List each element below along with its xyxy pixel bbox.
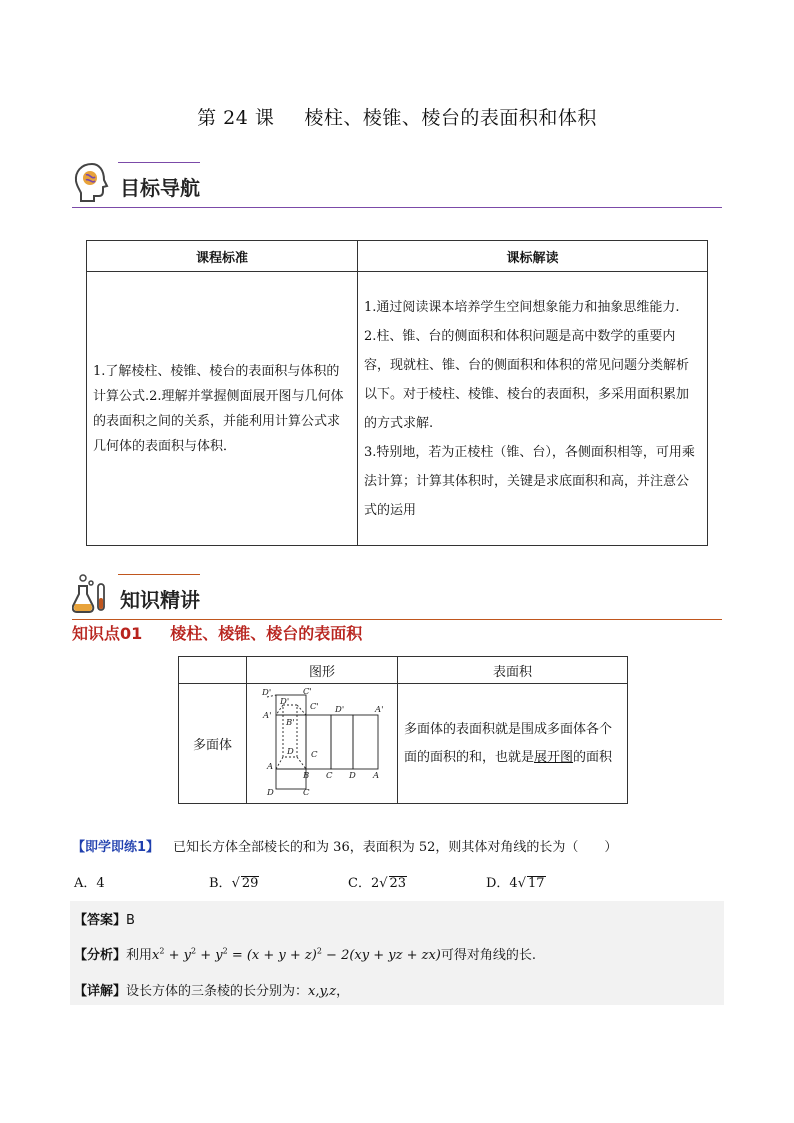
definition-text: 多面体的表面积就是围成多面体各个面的面积的和，也就是 [404, 721, 613, 765]
label-D-base: D [267, 787, 274, 798]
label-B-prime: B' [286, 717, 295, 728]
option-b[interactable] [209, 872, 259, 891]
header-surface-area: 表面积 [398, 657, 628, 684]
prism-net-diagram [247, 685, 397, 803]
answer-label: 【答案】 [74, 913, 127, 928]
answer-value: B [126, 913, 135, 928]
label-D-bottom: D [349, 770, 356, 781]
option-letter: B． [209, 876, 232, 891]
exercise-text: 已知长方体全部棱长的和为 36，表面积为 52，则其体对角线的长为（ ） [173, 840, 618, 855]
option-letter: A． [74, 876, 97, 891]
analysis-line [74, 944, 536, 963]
interpretation-cell [358, 272, 708, 546]
analysis-post: 可得对角线的长. [440, 948, 536, 963]
label-D-prime-inner: D' [280, 696, 290, 707]
net-figure-cell [247, 684, 398, 804]
label-A-bottom: A [373, 770, 380, 781]
option-value: 23 [389, 876, 407, 891]
section-top-rule [118, 162, 200, 163]
label-D: D [287, 746, 294, 757]
solution-box [70, 901, 724, 1005]
section-rule [72, 207, 722, 208]
section-title: 目标导航 [120, 176, 200, 200]
label-C-prime: C' [303, 686, 312, 697]
table-header-standard: 课程标准 [87, 241, 358, 272]
standard-text: 1.了解棱柱、棱锥、棱台的表面积与体积的计算公式.2.理解并掌握侧面展开图与几何体的表面积之间的关系，并能利用计算公式求几何体的表面积与体积． [87, 272, 358, 546]
interpretation-point-1: 1.通过阅读课本培养学生空间想象能力和抽象思维能力. [364, 299, 680, 315]
section-rule [72, 619, 722, 620]
label-C-base: C [303, 787, 310, 798]
head-brain-icon [72, 160, 112, 204]
label-C-prime-inner: C' [310, 701, 319, 712]
section-top-rule [118, 574, 200, 575]
knowledge-point-name: 棱柱、棱锥、棱台的表面积 [170, 624, 363, 643]
option-a[interactable] [74, 872, 105, 891]
answer-line [74, 909, 135, 928]
formula: $x^2 + y^2 + y^2 = (x + y + z)^2 - 2(xy$ + yz + zx) [152, 946, 441, 963]
definition-text-end: 的面积 [573, 749, 613, 765]
label-A-prime-right: A' [375, 704, 384, 715]
detail-vars: x,y,z [308, 984, 337, 999]
detail-line [74, 980, 349, 999]
header-figure: 图形 [247, 657, 398, 684]
lesson-number: 第 24 课 [197, 107, 275, 129]
page-title [0, 103, 794, 130]
option-value: 4 [96, 876, 105, 891]
lesson-topic: 棱柱、棱锥、棱台的表面积和体积 [304, 107, 597, 129]
option-value: 17 [528, 876, 545, 891]
section-title: 知识精讲 [120, 588, 200, 612]
surface-area-definition [398, 684, 628, 804]
section-header-goals [72, 160, 722, 208]
detail-text: 设长方体的三条棱的长分别为： [126, 984, 309, 999]
label-A: A [267, 761, 274, 772]
lab-flask-icon [72, 572, 112, 616]
detail-label: 【详解】 [74, 984, 127, 999]
sqrt-icon: √ [379, 876, 388, 891]
interpretation-point-3: 3.特别地，若为正棱柱（锥、台），各侧面积相等，可用乘法计算；计算其体积时，关键是求底面积和高，并注意公式的运用 [364, 444, 695, 518]
section-header-knowledge [72, 572, 722, 620]
definition-keyword-net: 展开图 [534, 749, 574, 765]
sqrt-icon: √ [231, 876, 240, 891]
option-letter: C．2 [348, 876, 380, 891]
curriculum-standards-table [86, 240, 708, 546]
answer-options [0, 872, 794, 892]
label-A-prime: A' [263, 710, 272, 721]
analysis-label: 【分析】 [74, 948, 127, 963]
exercise-tag: 【即学即练1】 [72, 840, 160, 855]
interpretation-point-2: 2.柱、锥、台的侧面积和体积问题是高中数学的重要内容，现就柱、锥、台的侧面积和体积的常见问题分类解析以下。对于棱柱、棱锥、棱台的表面积，多采用面积累加的方式求解. [364, 328, 690, 431]
label-D-prime: D' [262, 687, 272, 698]
detail-end: ， [336, 984, 350, 999]
label-C: C [311, 749, 318, 760]
knowledge-point-number: 知识点01 [72, 624, 143, 643]
option-c[interactable] [348, 872, 407, 891]
row-label-polyhedron: 多面体 [179, 684, 247, 804]
option-d[interactable] [486, 872, 546, 891]
surface-area-table [178, 656, 628, 804]
label-B: B [303, 770, 310, 781]
table-header-interpretation: 课标解读 [358, 241, 708, 272]
label-C-bottom: C [326, 770, 333, 781]
exercise-question [72, 836, 617, 855]
sqrt-icon: √ [517, 876, 526, 891]
option-letter: D．4 [486, 876, 518, 891]
analysis-pre: 利用 [126, 948, 153, 963]
corner-cell [179, 657, 247, 684]
knowledge-point-title [72, 621, 362, 644]
option-value: 29 [241, 876, 259, 891]
label-D-prime-right: D' [335, 704, 345, 715]
